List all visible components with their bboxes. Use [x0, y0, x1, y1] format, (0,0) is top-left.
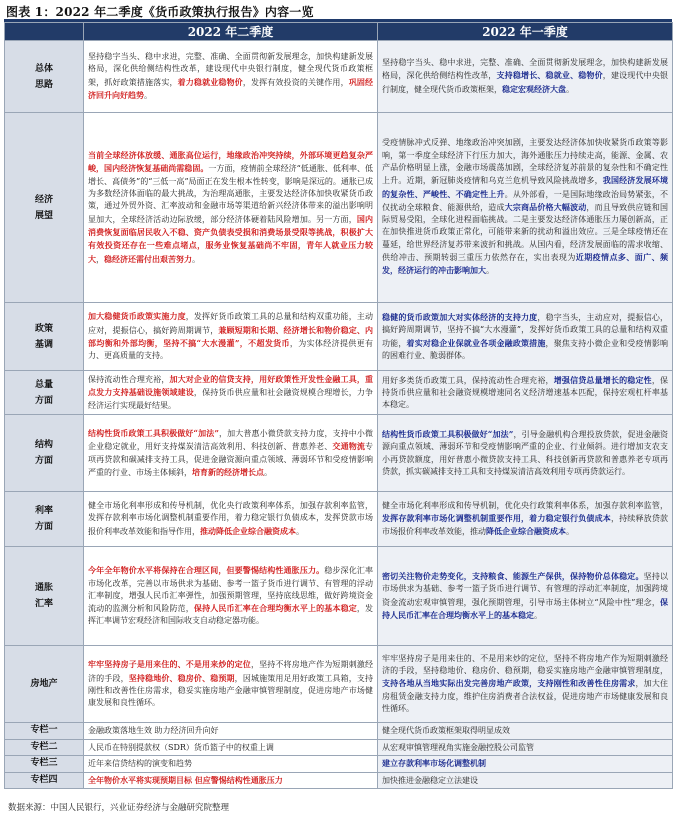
- text-segment: 坚持稳字当头、稳中求进，完整、准确、全面贯彻新发展理念，加快构建新发展格局，深化供给侧结构性改革，: [382, 58, 668, 81]
- q1-cell: [378, 547, 673, 646]
- highlight-segment: 今年全年物价水平将保持在合理区间，但要警惕结构性通胀压力。: [88, 565, 325, 576]
- highlight-segment: 国内消费恢复面临居民收入不稳、资产负债表受损和消费场景受限等挑战，积极扩大有效投资还存在一些难点堵点，服务业恢复基础尚不牢固，青年人就业压力较大: [88, 213, 374, 264]
- q1-cell: [378, 739, 673, 756]
- text-segment: ，聚焦支持小微企业和受疫情影响的困难行业、脆弱群体。: [382, 338, 669, 360]
- text-segment: 金融政策落地生效 助力经济回升向好: [88, 726, 219, 735]
- row-label-text: 方面: [34, 395, 53, 406]
- highlight-segment: 结构性货币政策工具积极做好“加法”: [382, 428, 514, 439]
- text-segment: ，为实体经济提供更有力、更高质量的支持。: [88, 339, 373, 361]
- text-segment: 加快推进金融稳定立法建设: [382, 775, 478, 785]
- q1-cell: [378, 723, 673, 740]
- text-segment: ，因城施策用足用好政策工具箱，支持刚性和改善性住房需求，稳妥实施房地产金融审慎管理制度，促进房地产市场健康发展和良性循环。: [88, 673, 374, 708]
- q2-cell: [84, 303, 378, 371]
- text-segment: 。: [566, 527, 574, 537]
- row-label: [5, 113, 84, 303]
- row-label-text: 总体: [34, 63, 53, 74]
- row-label-text: 结构: [34, 440, 53, 450]
- highlight-segment: 发挥存款利率市场化调整机制重要作用，着力稳定银行负债成本: [382, 512, 611, 523]
- row-label: [5, 303, 84, 371]
- text-segment: ，建设现代中央银行制度，健全现代货币政策框架，: [382, 71, 669, 94]
- highlight-segment: 结构性货币政策工具积极做好“加法”: [88, 427, 219, 438]
- highlight-segment: 保持人民币汇率在合理均衡水平上的基本稳定: [193, 603, 357, 614]
- q1-cell: [378, 113, 673, 303]
- text-segment: 牢牢坚持房子是用来住的、不是用来炒的定位，坚持不将房地产作为短期刺激经济的手段，坚持稳地价、稳房价、稳预期，稳妥实施房地产金融审慎管理制度，: [382, 653, 668, 676]
- figure-title: 图表 1：2022 年二季度《货币政策执行报告》内容一览: [6, 5, 314, 19]
- highlight-segment: 稳定宏观经济大盘: [502, 83, 566, 94]
- row-label: [5, 739, 84, 756]
- text-segment: ，坚持不将房地产作为短期刺激经济的手段，: [88, 660, 374, 683]
- text-segment: ，发挥汇率调节宏观经济和国际收支自动稳定器功能。: [88, 604, 374, 626]
- row-label: [5, 41, 84, 113]
- row-label: [5, 492, 84, 547]
- table-row: [5, 303, 673, 371]
- q2-cell: [84, 646, 378, 723]
- text-segment: ，加大普惠小微贷款支持力度，支持中小微企业稳定就业，用好支持煤炭清洁高效利用、科技创新、普惠养老、: [88, 428, 373, 452]
- highlight-segment: 加大稳健货币政策实施力度: [88, 311, 186, 322]
- q2-cell: [84, 492, 378, 547]
- text-segment: 。: [192, 254, 200, 264]
- text-segment: ，引导金融机构合理投放贷款，促进金融资源向重点领域、薄弱环节和受疫情影响严重的企业、行业倾斜。进行增加支农支小再贷款额度，用好普惠小微贷款支持工具、科技创新再贷款和普惠养老专项再贷款，抓实碳减排支持工具和支持煤炭清洁高效利用专项再贷款运行。: [382, 429, 669, 476]
- highlight-segment: 支持稳增长、稳就业、稳物价: [496, 70, 603, 81]
- highlight-segment: 近期疫情点多、面广、频发，经济运行的冲击影响加大: [382, 252, 669, 276]
- row-label-text: 专栏四: [30, 774, 58, 785]
- text-segment: ，保持货币供应量和社会融资规模增速同名义经济增速基本匹配，保持宏观杠杆率基本稳定。: [382, 375, 669, 410]
- text-segment: 坚持稳字当头、稳中求进，完整、准确、全面贯彻新发展理念，加快构建新发展格局，深化供给侧结构性改革，建设现代中央银行制度，健全现代货币政策框架，抓好政策措施落实，: [88, 51, 373, 87]
- q2-cell: [84, 723, 378, 740]
- table-row: [5, 371, 673, 415]
- text-segment: 人民币在特别提款权（SDR）货币篮子中的权重上调: [88, 742, 274, 752]
- row-label: [5, 756, 84, 773]
- highlight-segment: 加大对企业的信贷支持，用好政策性开发性金融工具，重点发力支持基础设施领域建设: [88, 374, 374, 398]
- text-segment: 稳步深化汇率市场化改革，完善以市场供求为基础、参考一篮子货币进行调节、有管理的浮动汇率制度，增强人民币汇率弹性，加强预期管理，坚持底线思维，做好跨境资金流动的监测分析和风险防范，: [88, 566, 374, 614]
- highlight-segment: 兼顾短期和长期、经济增长和物价稳定、内部均衡和外部均衡，坚持不搞“大水漫灌”，不超发货币: [88, 324, 374, 348]
- row-label: [5, 371, 84, 415]
- text-segment: 健全现代货币政策框架取得明显成效: [382, 726, 510, 735]
- table-header-row: [5, 23, 673, 41]
- highlight-segment: 大宗商品价格大幅波动: [504, 201, 587, 212]
- q1-cell: [378, 772, 673, 789]
- comparison-table: [4, 22, 673, 789]
- row-label-text: 方面: [34, 522, 53, 532]
- q2-cell: [84, 41, 378, 113]
- row-label-text: 总量: [34, 379, 53, 390]
- q2-cell: [84, 547, 378, 646]
- text-segment: 从宏观审慎管理视角实施金融控股公司监管: [382, 742, 534, 752]
- text-segment: ，发挥好货币政策工具的总量和结构双重功能，主动应对，提振信心，搞好跨周期调节，: [88, 312, 373, 335]
- q1-cell: [378, 303, 673, 371]
- header-corner: [5, 23, 84, 41]
- highlight-segment: 我国经济发展环境的复杂性、严峻性、不确定性上升: [382, 175, 669, 199]
- row-label: [5, 415, 84, 492]
- text-segment: 健全市场化利率形成和传导机制，优化央行政策利率体系，加强存款利率监管，发挥存款利率市场化调整机制重要作用，着力稳定银行负债成本，发挥贷款市场报价利率改革效能和指导作用，: [88, 501, 373, 536]
- q2-cell: [84, 415, 378, 492]
- text-segment: ，发挥有效投资的关键作用，: [242, 77, 349, 87]
- q1-cell: [378, 371, 673, 415]
- highlight-segment: 坚持稳地价、稳房价、稳预期: [128, 672, 235, 683]
- highlight-segment: 着实对稳企业保就业各项金融政策措施: [406, 337, 546, 348]
- row-label: [5, 723, 84, 740]
- text-segment: 。: [144, 90, 152, 100]
- text-segment: 。从外部看，一是国际地缘政治局势紧张，不仅扰动全球粮食、能源供给，造成: [382, 189, 669, 212]
- highlight-segment: 巩固经济回升向好趋势: [88, 76, 374, 100]
- special-column-row: [5, 739, 673, 756]
- row-label-text: 专栏二: [30, 741, 58, 752]
- highlight-segment: 培育新的经济增长点: [192, 466, 264, 477]
- row-label-text: 利率: [34, 506, 53, 516]
- table-row: [5, 113, 673, 303]
- q1-cell: [378, 756, 673, 773]
- row-label-text: 经济: [34, 194, 53, 205]
- header-q1: 2022 年一季度: [378, 23, 673, 41]
- text-segment: 专项再贷款和碳减排支持工具，促进金融资源向重点领域、薄弱环节和受疫情影响严重的行业、市场主体倾斜，: [88, 442, 374, 477]
- highlight-segment: 交通物流: [332, 441, 366, 452]
- highlight-segment: 降低企业综合融资成本: [486, 526, 566, 537]
- row-label-text: 通胀: [34, 583, 53, 593]
- table-body: [5, 41, 673, 789]
- row-label-text: 方面: [34, 456, 53, 466]
- text-segment: 。: [566, 84, 574, 94]
- highlight-segment: 建立存款利率市场化调整机制: [382, 758, 486, 769]
- text-segment: ，稳字当头，主动应对，提振信心，搞好跨周期调节，坚持不搞“大水漫灌”，发挥好货币政策工具的总量和结构双重功能，: [382, 312, 669, 348]
- text-segment: 健全市场化利率形成和传导机制，优化央行政策利率体系，加强存款利率监管，: [382, 500, 668, 510]
- q2-cell: [84, 772, 378, 789]
- text-segment: ，加大住房租赁金融支持力度，维护住房消费者合法权益，促进房地产市场健康发展和良性循环。: [382, 679, 668, 713]
- text-segment: 。: [264, 467, 272, 477]
- source-note: 数据来源：中国人民银行，兴业证券经济与金融研究院整理: [8, 803, 230, 813]
- row-label-text: 房地产: [30, 679, 58, 689]
- text-segment: ，持续释放贷款市场报价利率改革效能，推动: [382, 513, 669, 537]
- header-q2: 2022 年二季度: [84, 23, 378, 41]
- q1-cell: [378, 415, 673, 492]
- q2-cell: [84, 371, 378, 415]
- table-row: [5, 547, 673, 646]
- text-segment: 坚持以市场供求为基础、参考一篮子货币进行调节、有管理的浮动汇率制度，加强跨境资金流动宏观审慎管理，强化预期管理，引导市场主体树立“风险中性”理念，: [382, 571, 669, 607]
- text-segment: 。: [486, 266, 494, 276]
- special-column-row: [5, 723, 673, 740]
- highlight-segment: 稳经济还需付出艰苦努力: [104, 253, 192, 264]
- highlight-segment: 着力稳就业稳物价: [177, 76, 243, 87]
- text-segment: 近年来信贷结构的演变和趋势: [88, 759, 192, 769]
- highlight-segment: 当前全球经济体放缓、通胀高位运行，地缘政治冲突持续，外部环境更趋复杂严峻，国内经济恢复基础尚需稳固。: [88, 150, 373, 174]
- q2-cell: [84, 739, 378, 756]
- row-label-text: 基调: [34, 339, 53, 350]
- row-label: [5, 772, 84, 789]
- table-row: [5, 41, 673, 113]
- text-segment: 。: [296, 526, 304, 536]
- highlight-segment: 支持各地从当地实际出发完善房地产政策，支持刚性和改善性住房需求: [382, 678, 636, 689]
- highlight-segment: 全年物价水平将实现预期目标 但应警惕结构性通胀压力: [88, 774, 283, 785]
- highlight-segment: 保持人民币汇率在合理均衡水平上的基本稳定: [382, 596, 668, 620]
- special-column-row: [5, 756, 673, 773]
- row-label-text: 政策: [34, 323, 53, 334]
- q2-cell: [84, 113, 378, 303]
- row-label: [5, 547, 84, 646]
- special-column-row: [5, 772, 673, 789]
- text-segment: 。: [534, 610, 542, 620]
- table-row: [5, 646, 673, 723]
- table-row: [5, 415, 673, 492]
- row-label-text: 汇率: [34, 599, 53, 609]
- text-segment: 保持流动性合理充裕，: [88, 375, 170, 385]
- table-row: [5, 492, 673, 547]
- text-segment: ，保持货币供应量和社会融资规模合理增长，力争经济运行实现最好结果。: [88, 388, 374, 410]
- row-label-text: 专栏一: [30, 725, 58, 735]
- highlight-segment: 密切关注物价走势变化，支持粮食、能源生产保供，保持物价总体稳定。: [382, 570, 644, 581]
- highlight-segment: 稳健的货币政策加大对实体经济的支持力度: [382, 311, 538, 322]
- text-segment: 受疫情脉冲式反弹、地缘政治冲突加剧，主要发达经济体加快收紧货币政策等影响，第一季度全球经济下行压力加大，海外通胀压力持续走高，能源、金属、农产品价格明显上涨，金融市场震荡加剧，全球经济复苏前景的复杂性和不确定性上升。近期，新冠肺炎疫情和乌克兰危机导致风险挑战增多，: [382, 138, 668, 186]
- text-segment: ，: [96, 254, 104, 264]
- row-label-text: 专栏三: [30, 758, 58, 769]
- q1-cell: [378, 41, 673, 113]
- row-label-text: 思路: [34, 79, 53, 90]
- row-label: [5, 646, 84, 723]
- highlight-segment: 增强信贷总量增长的稳定性: [553, 374, 652, 385]
- highlight-segment: 推动降低企业综合融资成本: [200, 525, 296, 536]
- highlight-segment: 牢牢坚持房子是用来住的、不是用来炒的定位: [88, 659, 251, 670]
- text-segment: ，而且导致供应链和国际贸易受阻，全球化进程面临挑战。二是主要发达经济体通胀压力屡创新高，正在加快推进货币政策正常化，可能带来新的扰动和溢出效应。三是全球疫情还在蔓延，给世界经济复苏带来波折和挑战。从国内看，经济发展面临的需求收缩、供给冲击、预期转弱三重压力依然存在，实出表现为: [382, 202, 669, 263]
- text-segment: 用好多类货币政策工具，保持流动性合理充裕，: [382, 375, 554, 385]
- row-label-text: 展望: [34, 210, 53, 221]
- text-segment: 一方面，疫情前全球经济“低通胀、低利率、低增长、高债务”的“三低一高”局面正在发生根本性转变，影响是深远的。通胀已成为多数经济体面临的最大挑战，为治理高通胀，主要发达经济体加快收紧货币政策，通过外贸外资、汇率波动和金融市场等渠道给新兴经济体带来的溢出影响明显加大，全球经济活动边际放缓，部分经济体硬着陆风险增加。另一方面，: [88, 164, 373, 224]
- q1-cell: [378, 646, 673, 723]
- q1-cell: [378, 492, 673, 547]
- q2-cell: [84, 756, 378, 773]
